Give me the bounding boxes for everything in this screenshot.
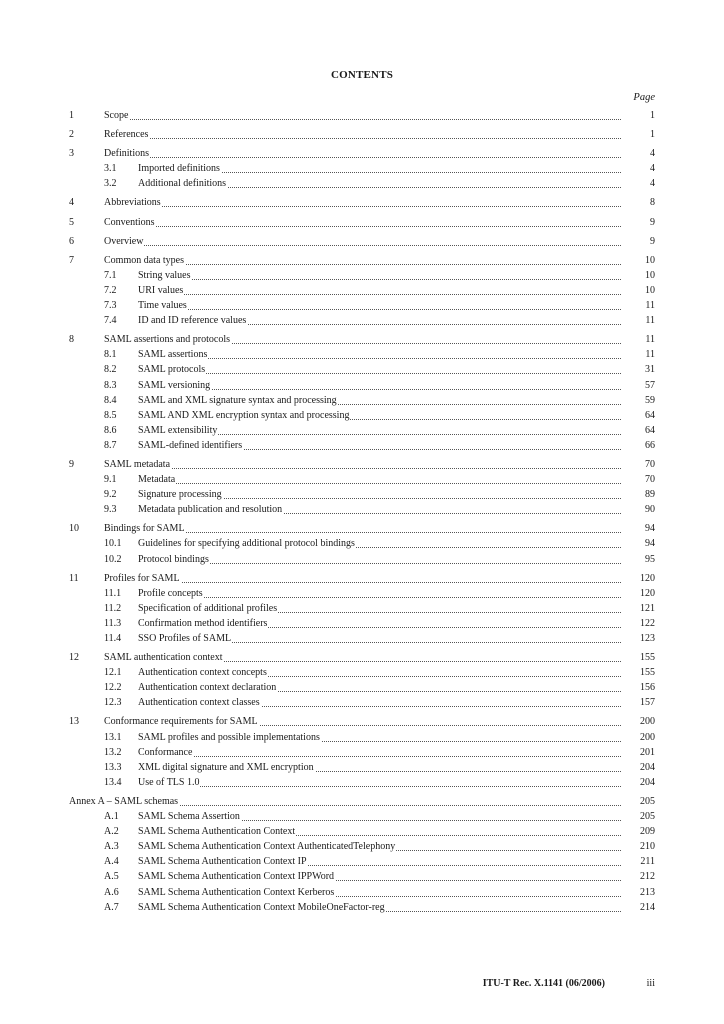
toc-subentry-page: 11 — [645, 349, 655, 361]
toc-subentry-title: Authentication context concepts — [138, 667, 267, 679]
toc-entry[interactable] — [0, 650, 724, 665]
toc-entry[interactable] — [0, 714, 724, 729]
toc-entry-page: 10 — [645, 254, 655, 266]
toc-subentry-number: 13.1 — [104, 731, 122, 743]
toc-subentry-page: 121 — [640, 602, 655, 614]
toc-subentry-title: Protocol bindings — [138, 553, 209, 565]
toc-subentry-title: Conformance — [138, 746, 193, 758]
toc-subentry-title: Specification of additional profiles — [138, 602, 278, 614]
toc-subentry-number: 8.7 — [104, 439, 117, 451]
toc-subentry-leader — [138, 408, 621, 423]
toc-subentry-number: A.6 — [104, 886, 119, 898]
toc-subentry[interactable] — [0, 552, 724, 567]
toc-subentry[interactable] — [0, 616, 724, 631]
toc-entry-page: 1 — [650, 129, 655, 141]
toc-subentry-title: Additional definitions — [138, 178, 227, 190]
toc-entry-number: 12 — [69, 652, 79, 664]
toc-subentry-number: A.3 — [104, 841, 119, 853]
toc-section — [0, 650, 724, 714]
toc-entry-page: 8 — [650, 197, 655, 209]
toc-subentry-number: 11.3 — [104, 617, 122, 629]
toc-subentry-page: 120 — [640, 587, 655, 599]
toc-subentry-page: 157 — [640, 697, 655, 709]
toc-subentry-number: 9.3 — [104, 504, 117, 516]
toc-subentry-leader — [138, 487, 621, 502]
toc-subentry-page: 213 — [640, 886, 655, 898]
toc-entry[interactable] — [0, 127, 724, 142]
toc-subentry-page: 64 — [645, 409, 655, 421]
toc-subentry-leader — [138, 438, 621, 453]
toc-subentry-number: 8.3 — [104, 379, 117, 391]
toc-entry-number: 4 — [69, 197, 74, 209]
toc-subentry-leader — [138, 695, 621, 710]
toc-subentry-page: 10 — [645, 269, 655, 281]
toc-subentry[interactable] — [0, 268, 724, 283]
toc-entry[interactable] — [0, 794, 724, 809]
toc-subentry-title: Profile concepts — [138, 587, 203, 599]
toc-subentry-page: 122 — [640, 617, 655, 629]
toc-subentry-title: ID and ID reference values — [138, 315, 247, 327]
toc-subentry-number: 13.2 — [104, 746, 122, 758]
toc-section — [0, 571, 724, 650]
toc-subentry[interactable] — [0, 536, 724, 551]
recommendation-id: ITU-T Rec. X.1141 (06/2006) — [482, 978, 605, 989]
toc-subentry[interactable] — [0, 809, 724, 824]
toc-entry[interactable] — [0, 108, 724, 123]
toc-entry-leader — [69, 794, 621, 809]
toc-entry-title: Common data types — [104, 254, 184, 266]
toc-entry-page: 200 — [640, 716, 655, 728]
toc-subentry-number: 9.2 — [104, 489, 117, 501]
toc-subentry[interactable] — [0, 900, 724, 915]
toc-subentry-title: SAML and XML signature syntax and processing — [138, 394, 337, 406]
toc-subentry[interactable] — [0, 393, 724, 408]
toc-subentry-leader — [138, 680, 621, 695]
toc-subentry-title: SAML AND XML encryption syntax and processing — [138, 409, 350, 421]
toc-subentry[interactable] — [0, 665, 724, 680]
toc-subentry-leader — [138, 601, 621, 616]
toc-subentry-leader — [138, 631, 621, 646]
toc-entry[interactable] — [0, 332, 724, 347]
toc-subentry-title: SSO Profiles of SAML — [138, 633, 232, 644]
toc-subentry-title: SAML Schema Assertion — [138, 811, 240, 823]
toc-entry-title: Profiles for SAML — [104, 572, 180, 584]
toc-subentry-number: 12.1 — [104, 667, 122, 679]
toc-subentry-leader — [138, 362, 621, 377]
toc-subentry-leader — [138, 393, 621, 408]
toc-subentry[interactable] — [0, 885, 724, 900]
toc-subentry-page: 59 — [645, 394, 655, 406]
toc-subentry-leader — [138, 423, 621, 438]
toc-subentry[interactable] — [0, 472, 724, 487]
toc-entry-leader — [104, 521, 621, 536]
toc-subentry-title: URI values — [138, 284, 184, 296]
toc-subentry-leader — [138, 472, 621, 487]
toc-subentry[interactable] — [0, 586, 724, 601]
toc-section — [0, 521, 724, 570]
toc-subentry-title: Metadata publication and resolution — [138, 504, 283, 516]
toc-subentry-number: A.7 — [104, 901, 119, 913]
toc-subentry-number: 13.4 — [104, 776, 122, 788]
toc-subentry-number: A.1 — [104, 811, 119, 823]
toc-subentry-page: 155 — [640, 667, 655, 679]
table-of-contents — [0, 108, 724, 919]
toc-entry-leader — [104, 650, 621, 665]
toc-entry-title: Conventions — [104, 216, 155, 228]
toc-entry-title: Scope — [104, 110, 129, 121]
toc-entry-number: 13 — [69, 716, 79, 728]
toc-subentry-title: Imported definitions — [138, 163, 220, 175]
toc-entry-page: 205 — [640, 795, 655, 807]
toc-subentry-page: 90 — [645, 504, 655, 516]
toc-entry-leader — [104, 195, 621, 210]
toc-entry-leader — [104, 108, 621, 123]
toc-subentry[interactable] — [0, 298, 724, 313]
toc-entry-page: 9 — [650, 235, 655, 247]
toc-entry-page: 155 — [640, 652, 655, 664]
toc-entry-leader — [104, 571, 621, 586]
toc-subentry-page: 210 — [640, 841, 655, 853]
toc-subentry-title: Time values — [138, 300, 187, 312]
toc-subentry-number: 10.1 — [104, 538, 122, 550]
toc-subentry-leader — [138, 313, 621, 328]
toc-subentry-title: SAML Schema Authentication Context MobileOneFactor-reg — [138, 901, 385, 913]
toc-subentry[interactable] — [0, 745, 724, 760]
toc-subentry-title: Signature processing — [138, 489, 222, 501]
toc-subentry-title: SAML-defined identifiers — [138, 439, 243, 451]
toc-subentry-title: Authentication context classes — [138, 697, 260, 709]
toc-entry[interactable] — [0, 253, 724, 268]
page-title: CONTENTS — [330, 69, 394, 81]
toc-subentry-title: SAML Schema Authentication Context IPPWord — [138, 871, 335, 883]
toc-subentry-number: 11.4 — [104, 633, 122, 644]
toc-subentry-leader — [138, 161, 621, 176]
toc-subentry[interactable] — [0, 408, 724, 423]
toc-subentry-page: 11 — [645, 300, 655, 312]
toc-subentry[interactable] — [0, 176, 724, 191]
toc-subentry-page: 4 — [650, 178, 655, 190]
toc-subentry[interactable] — [0, 283, 724, 298]
toc-subentry-number: 9.1 — [104, 474, 117, 486]
toc-entry[interactable] — [0, 571, 724, 586]
toc-entry-title: Definitions — [104, 148, 149, 160]
toc-entry-leader — [104, 253, 621, 268]
toc-entry-leader — [104, 234, 621, 249]
toc-subentry[interactable] — [0, 869, 724, 884]
toc-subentry-page: 89 — [645, 489, 655, 501]
toc-entry[interactable] — [0, 457, 724, 472]
toc-entry[interactable] — [0, 146, 724, 161]
toc-subentry[interactable] — [0, 680, 724, 695]
toc-entry-title: SAML assertions and protocols — [104, 334, 231, 346]
toc-subentry-title: SAML versioning — [138, 379, 211, 391]
toc-subentry-page: 211 — [640, 856, 655, 868]
toc-subentry-page: 4 — [650, 163, 655, 175]
toc-entry-page: 1 — [650, 110, 655, 121]
toc-subentry[interactable] — [0, 631, 724, 646]
toc-subentry-leader — [138, 552, 621, 567]
toc-subentry-leader — [138, 268, 621, 283]
toc-entry-number: 3 — [69, 148, 74, 160]
toc-subentry[interactable] — [0, 695, 724, 710]
toc-entry-page: 9 — [650, 216, 655, 228]
toc-subentry-leader — [138, 839, 621, 854]
toc-subentry-leader — [138, 900, 621, 915]
toc-subentry-title: SAML profiles and possible implementations — [138, 731, 320, 743]
toc-subentry[interactable] — [0, 438, 724, 453]
toc-subentry-page: 205 — [640, 811, 655, 823]
toc-subentry-leader — [138, 378, 621, 393]
toc-subentry-page: 214 — [640, 901, 655, 913]
toc-entry-number: 11 — [69, 572, 79, 584]
toc-subentry-number: 10.2 — [104, 553, 122, 565]
toc-subentry[interactable] — [0, 313, 724, 328]
toc-subentry[interactable] — [0, 362, 724, 377]
toc-subentry-page: 10 — [645, 284, 655, 296]
toc-subentry-title: SAML extensibility — [138, 424, 218, 436]
toc-subentry-number: 7.3 — [104, 300, 117, 312]
toc-subentry-title: SAML assertions — [138, 349, 208, 361]
toc-entry[interactable] — [0, 521, 724, 536]
section-spacer — [0, 915, 724, 919]
toc-section — [0, 332, 724, 457]
toc-subentry-leader — [138, 730, 621, 745]
toc-subentry-title: SAML Schema Authentication Context Kerberos — [138, 886, 335, 898]
toc-section — [0, 234, 724, 253]
toc-subentry[interactable] — [0, 824, 724, 839]
toc-entry-number: 9 — [69, 458, 74, 470]
toc-subentry-page: 64 — [645, 424, 655, 436]
toc-subentry-title: String values — [138, 269, 191, 281]
toc-subentry-number: 8.4 — [104, 394, 117, 406]
toc-subentry-page: 204 — [640, 761, 655, 773]
toc-entry-leader — [104, 714, 621, 729]
toc-subentry-title: Guidelines for specifying additional protocol bindings — [138, 538, 355, 550]
toc-subentry[interactable] — [0, 502, 724, 517]
toc-entry-title: Overview — [104, 235, 144, 247]
toc-subentry[interactable] — [0, 423, 724, 438]
toc-subentry-leader — [138, 745, 621, 760]
toc-subentry[interactable] — [0, 854, 724, 869]
toc-subentry-number: 11.2 — [104, 602, 122, 614]
toc-subentry-leader — [138, 347, 621, 362]
toc-entry-number: 5 — [69, 216, 74, 228]
toc-subentry-number: A.2 — [104, 826, 119, 838]
toc-entry-number: 8 — [69, 334, 74, 346]
toc-entry-title: References — [104, 129, 149, 141]
toc-subentry-title: SAML Schema Authentication Context IP — [138, 856, 307, 868]
toc-subentry-number: 8.5 — [104, 409, 117, 421]
toc-subentry-title: Use of TLS 1.0 — [138, 776, 200, 788]
toc-subentry-number: 11.1 — [104, 587, 122, 599]
toc-entry-number: 10 — [69, 523, 79, 535]
toc-entry-number: 7 — [69, 254, 74, 266]
toc-section — [0, 108, 724, 127]
toc-subentry[interactable] — [0, 839, 724, 854]
toc-subentry-page: 209 — [640, 826, 655, 838]
toc-section — [0, 714, 724, 793]
toc-entry-title: Bindings for SAML — [104, 523, 185, 535]
toc-subentry-leader — [138, 502, 621, 517]
toc-subentry-page: 66 — [645, 439, 655, 451]
toc-entry-leader — [104, 457, 621, 472]
toc-entry-title: Conformance requirements for SAML — [104, 716, 258, 728]
toc-subentry-title: Authentication context declaration — [138, 682, 277, 694]
toc-subentry-number: 7.1 — [104, 269, 117, 281]
toc-subentry-page: 70 — [645, 474, 655, 486]
toc-subentry-leader — [138, 283, 621, 298]
toc-subentry[interactable] — [0, 730, 724, 745]
toc-section — [0, 215, 724, 234]
toc-entry-title: SAML metadata — [104, 458, 171, 470]
toc-subentry-title: SAML protocols — [138, 364, 206, 376]
toc-subentry-leader — [138, 298, 621, 313]
toc-subentry-page: 95 — [645, 553, 655, 565]
toc-subentry-number: 12.2 — [104, 682, 122, 694]
toc-entry-number: 1 — [69, 110, 74, 121]
toc-subentry-page: 31 — [645, 364, 655, 376]
toc-entry-page: 94 — [645, 523, 655, 535]
toc-subentry-page: 212 — [640, 871, 655, 883]
toc-subentry[interactable] — [0, 161, 724, 176]
toc-subentry-leader — [138, 824, 621, 839]
toc-subentry-number: 7.2 — [104, 284, 117, 296]
toc-subentry-number: 3.2 — [104, 178, 117, 190]
toc-section — [0, 253, 724, 332]
toc-section — [0, 195, 724, 214]
toc-subentry-leader — [138, 854, 621, 869]
toc-subentry[interactable] — [0, 347, 724, 362]
toc-subentry-title: Confirmation method identifiers — [138, 617, 268, 629]
toc-subentry-page: 94 — [645, 538, 655, 550]
page-number: iii — [646, 978, 655, 989]
toc-subentry-leader — [138, 616, 621, 631]
toc-entry-leader — [104, 332, 621, 347]
toc-subentry-number: 8.1 — [104, 349, 117, 361]
toc-subentry-title: SAML Schema Authentication Context AuthenticatedTelephony — [138, 841, 396, 853]
toc-subentry[interactable] — [0, 487, 724, 502]
toc-entry[interactable] — [0, 195, 724, 210]
toc-entry-title: SAML authentication context — [104, 652, 223, 664]
toc-subentry-page: 123 — [640, 633, 655, 644]
toc-subentry-page: 201 — [640, 746, 655, 758]
toc-entry-page: 120 — [640, 572, 655, 584]
toc-entry-title: Annex A – SAML schemas — [69, 795, 179, 807]
toc-entry-number: 6 — [69, 235, 74, 247]
toc-subentry-leader — [138, 586, 621, 601]
page-column-label: Page — [633, 92, 655, 103]
toc-subentry-leader — [138, 536, 621, 551]
toc-subentry-leader — [138, 885, 621, 900]
toc-subentry-page: 156 — [640, 682, 655, 694]
toc-subentry-leader — [138, 176, 621, 191]
toc-subentry-number: 3.1 — [104, 163, 117, 175]
toc-entry-leader — [104, 127, 621, 142]
toc-section — [0, 146, 724, 195]
toc-subentry-leader — [138, 665, 621, 680]
toc-entry-page: 4 — [650, 148, 655, 160]
toc-entry-leader — [104, 215, 621, 230]
toc-subentry[interactable] — [0, 760, 724, 775]
toc-subentry-number: A.5 — [104, 871, 119, 883]
toc-subentry-number: A.4 — [104, 856, 119, 868]
toc-subentry-number: 13.3 — [104, 761, 122, 773]
toc-subentry-leader — [138, 809, 621, 824]
toc-subentry-title: XML digital signature and XML encryption — [138, 761, 314, 773]
toc-subentry-number: 7.4 — [104, 315, 117, 327]
toc-entry[interactable] — [0, 215, 724, 230]
toc-subentry-number: 12.3 — [104, 697, 122, 709]
toc-entry-page: 11 — [645, 334, 655, 346]
toc-entry-title: Abbreviations — [104, 197, 161, 209]
toc-subentry-title: Metadata — [138, 474, 176, 486]
toc-subentry-page: 11 — [645, 315, 655, 327]
toc-subentry-page: 200 — [640, 731, 655, 743]
toc-entry-number: 2 — [69, 129, 74, 141]
toc-subentry-title: SAML Schema Authentication Context — [138, 826, 296, 838]
toc-subentry-leader — [138, 760, 621, 775]
toc-subentry[interactable] — [0, 775, 724, 790]
toc-subentry-page: 57 — [645, 379, 655, 391]
toc-section — [0, 457, 724, 521]
toc-section — [0, 794, 724, 919]
toc-subentry-leader — [138, 869, 621, 884]
toc-subentry-leader — [138, 775, 621, 790]
toc-entry[interactable] — [0, 234, 724, 249]
toc-section — [0, 127, 724, 146]
toc-entry-page: 70 — [645, 458, 655, 470]
toc-entry-leader — [104, 146, 621, 161]
toc-subentry-page: 204 — [640, 776, 655, 788]
toc-subentry[interactable] — [0, 601, 724, 616]
toc-subentry[interactable] — [0, 378, 724, 393]
toc-subentry-number: 8.2 — [104, 364, 117, 376]
toc-subentry-number: 8.6 — [104, 424, 117, 436]
